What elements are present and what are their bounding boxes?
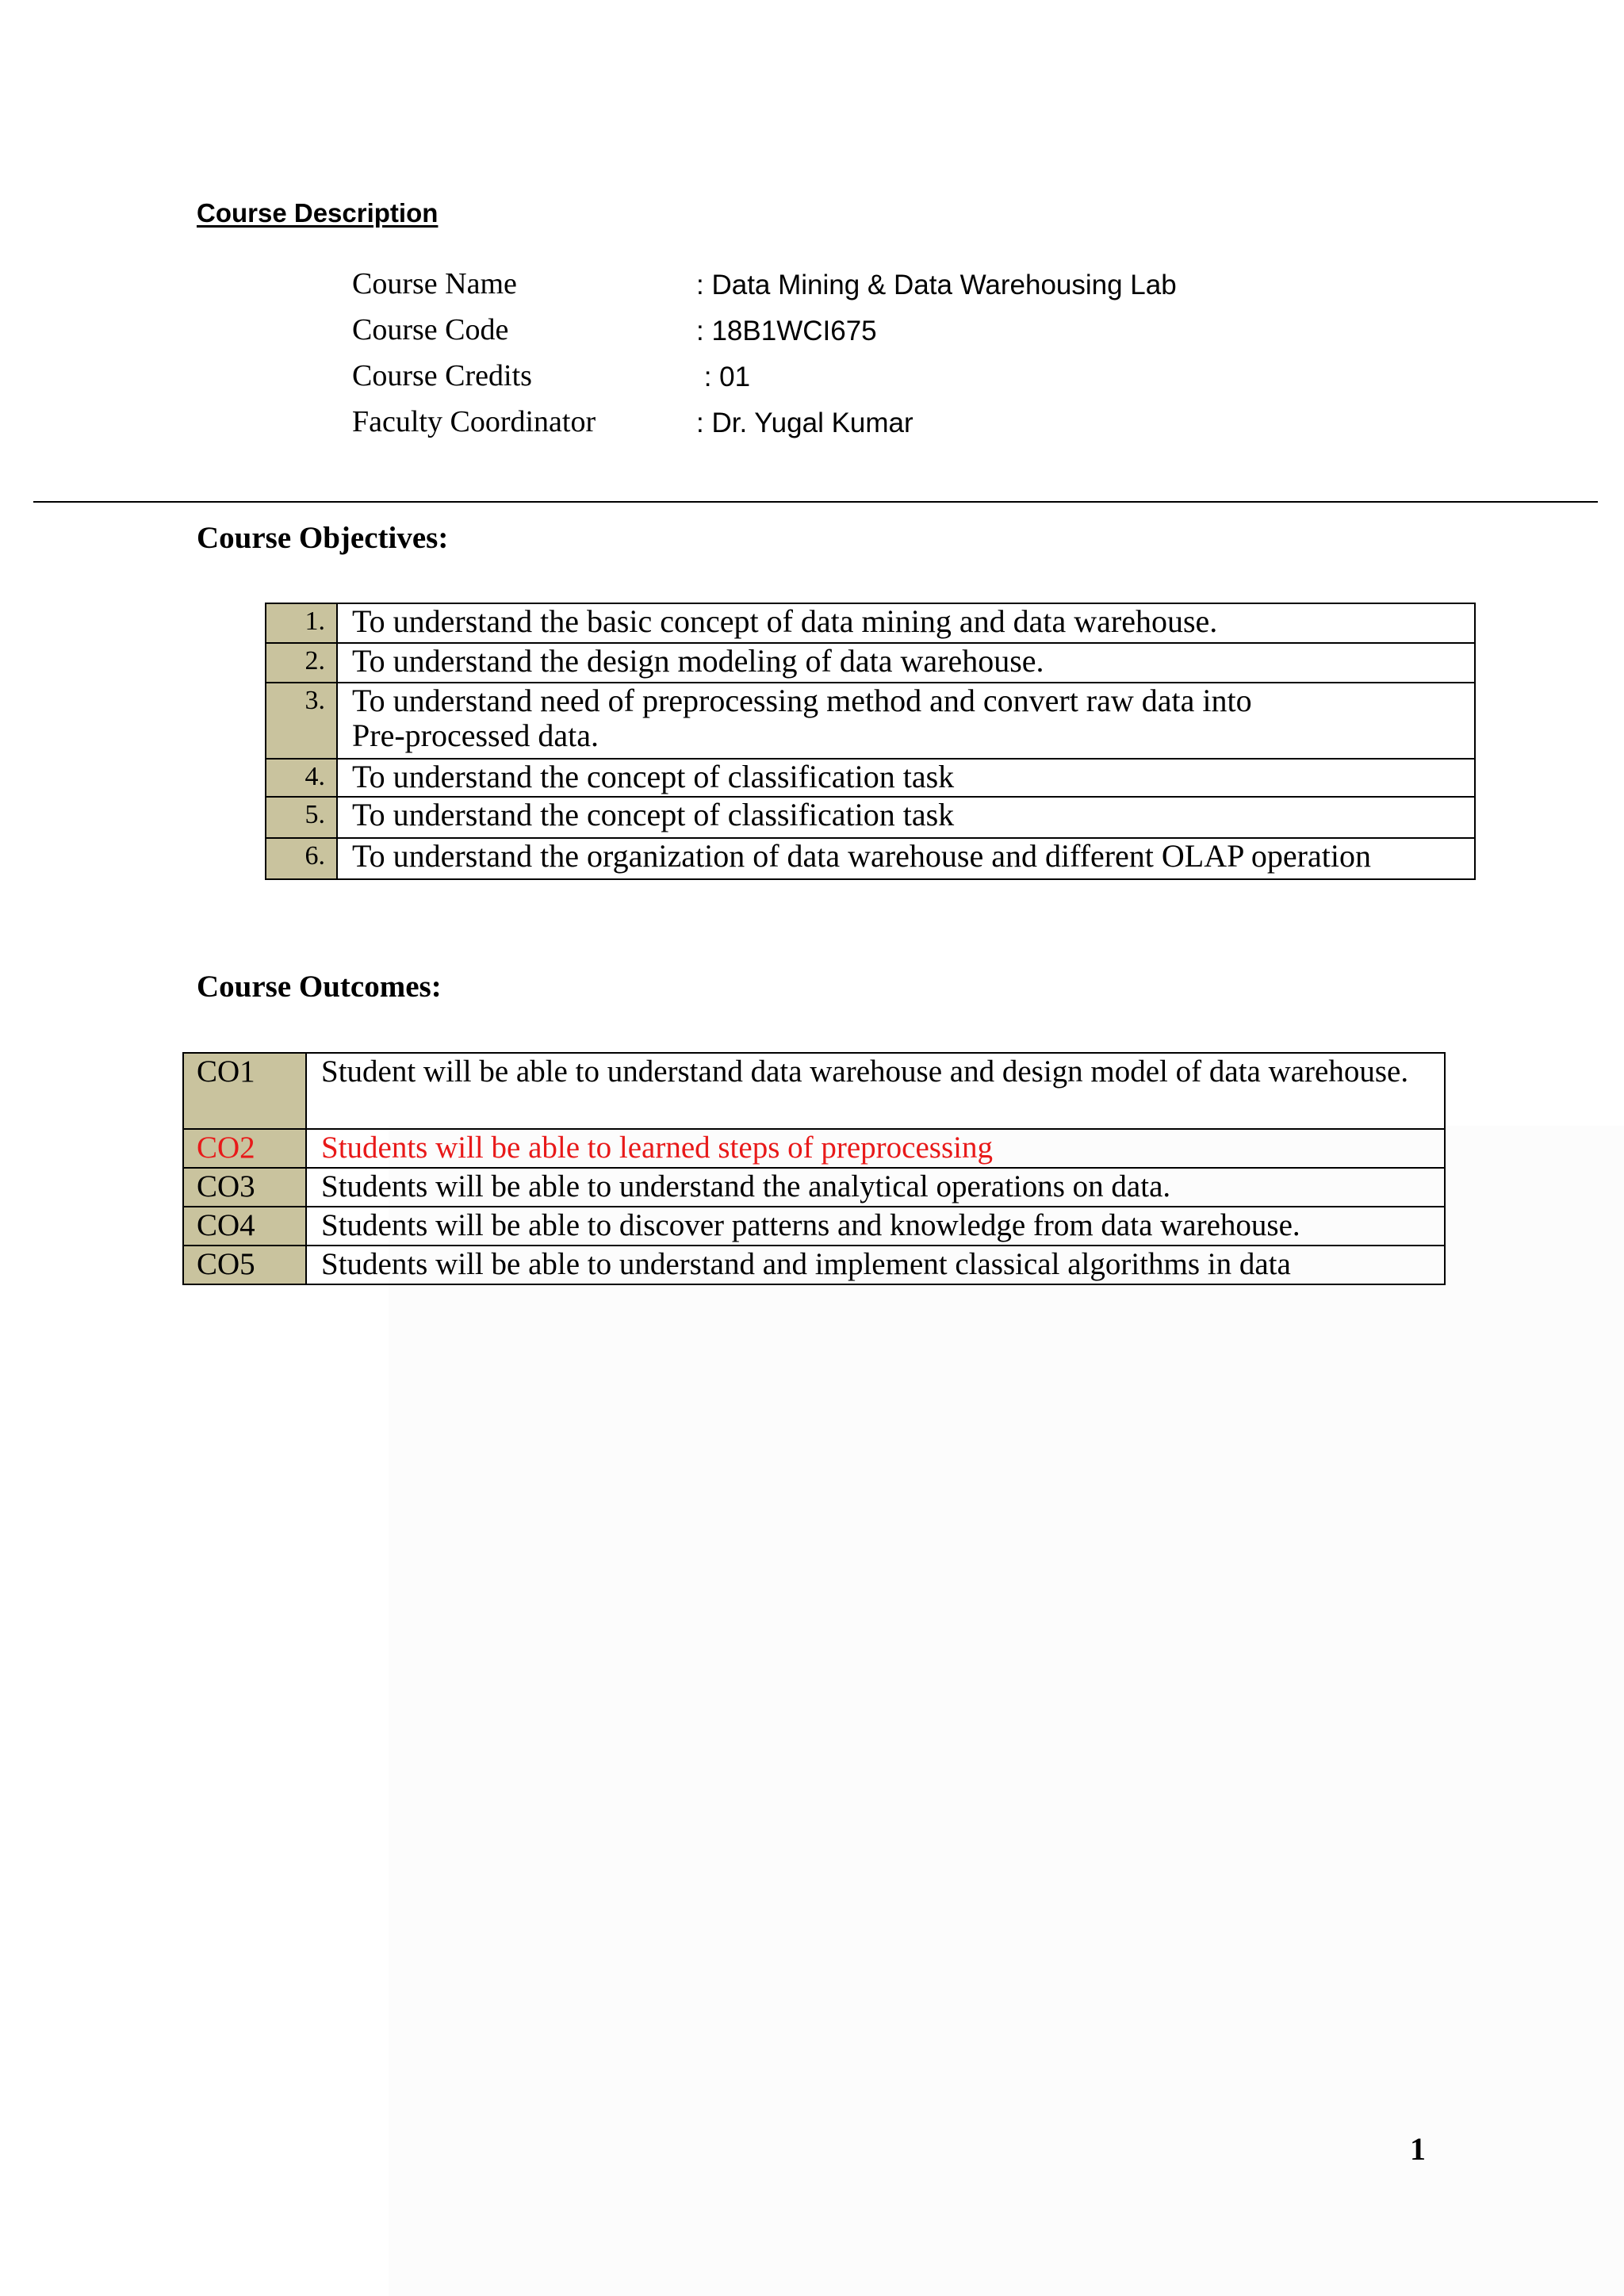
- outcome-code: CO5: [183, 1246, 306, 1284]
- faculty-coordinator-label: Faculty Coordinator: [352, 405, 596, 438]
- objective-text: To understand the design modeling of data warehouse.: [337, 643, 1475, 683]
- course-credits-row: [352, 358, 1304, 404]
- outcome-code: CO2: [183, 1129, 306, 1168]
- table-row: [266, 797, 1475, 838]
- table-row: [266, 643, 1475, 683]
- table-row: [183, 1053, 1445, 1129]
- objective-text: To understand the concept of classification task: [337, 797, 1475, 838]
- course-name-value: : Data Mining & Data Warehousing Lab: [696, 270, 1177, 300]
- objective-number: 3.: [266, 683, 337, 759]
- course-outcomes-heading: Course Outcomes:: [197, 970, 442, 1004]
- objective-text-line: Pre-processed data.: [352, 718, 599, 753]
- table-row: [183, 1168, 1445, 1207]
- course-code-row: [352, 312, 1304, 358]
- course-credits-label: Course Credits: [352, 359, 532, 392]
- outcome-text: Students will be able to discover patterns and knowledge from data warehouse.: [306, 1207, 1445, 1246]
- table-row: [266, 838, 1475, 879]
- course-objectives-heading: Course Objectives:: [197, 521, 449, 555]
- course-name-label: Course Name: [352, 267, 517, 300]
- objective-text: To understand the organization of data warehouse and different OLAP operation: [337, 838, 1475, 879]
- table-row: [183, 1207, 1445, 1246]
- course-code-value: : 18B1WCI675: [696, 316, 877, 346]
- course-description-heading: Course Description: [197, 198, 439, 228]
- outcome-text: Students will be able to learned steps of preprocessing: [306, 1129, 1445, 1168]
- table-row: [266, 603, 1475, 643]
- section-divider: [33, 501, 1598, 503]
- outcome-code: CO1: [183, 1053, 306, 1129]
- faculty-coordinator-value: : Dr. Yugal Kumar: [696, 408, 914, 438]
- table-row: [266, 683, 1475, 759]
- objective-text: [337, 683, 1475, 759]
- objective-text: To understand the basic concept of data mining and data warehouse.: [337, 603, 1475, 643]
- objective-text-line: To understand need of preprocessing method and convert raw data into: [352, 683, 1252, 718]
- objective-number: 4.: [266, 759, 337, 797]
- course-credits-value: : 01: [696, 362, 751, 392]
- page-number: 1: [1410, 2131, 1426, 2167]
- course-name-row: [352, 266, 1304, 312]
- table-row: [183, 1129, 1445, 1168]
- objective-number: 5.: [266, 797, 337, 838]
- outcome-text: Student will be able to understand data warehouse and design model of data warehouse.: [306, 1053, 1445, 1129]
- course-outcomes-table: [182, 1052, 1446, 1285]
- faculty-coordinator-row: [352, 404, 1304, 450]
- scan-shade: [389, 1126, 1624, 2296]
- table-row: [266, 759, 1475, 797]
- objective-number: 1.: [266, 603, 337, 643]
- outcome-code: CO3: [183, 1168, 306, 1207]
- objective-text: To understand the concept of classification task: [337, 759, 1475, 797]
- objective-number: 2.: [266, 643, 337, 683]
- objective-number: 6.: [266, 838, 337, 879]
- table-row: [183, 1246, 1445, 1284]
- outcome-text: Students will be able to understand and implement classical algorithms in data: [306, 1246, 1445, 1284]
- outcome-text: Students will be able to understand the analytical operations on data.: [306, 1168, 1445, 1207]
- course-objectives-table: [265, 603, 1476, 880]
- outcome-code: CO4: [183, 1207, 306, 1246]
- course-code-label: Course Code: [352, 313, 509, 346]
